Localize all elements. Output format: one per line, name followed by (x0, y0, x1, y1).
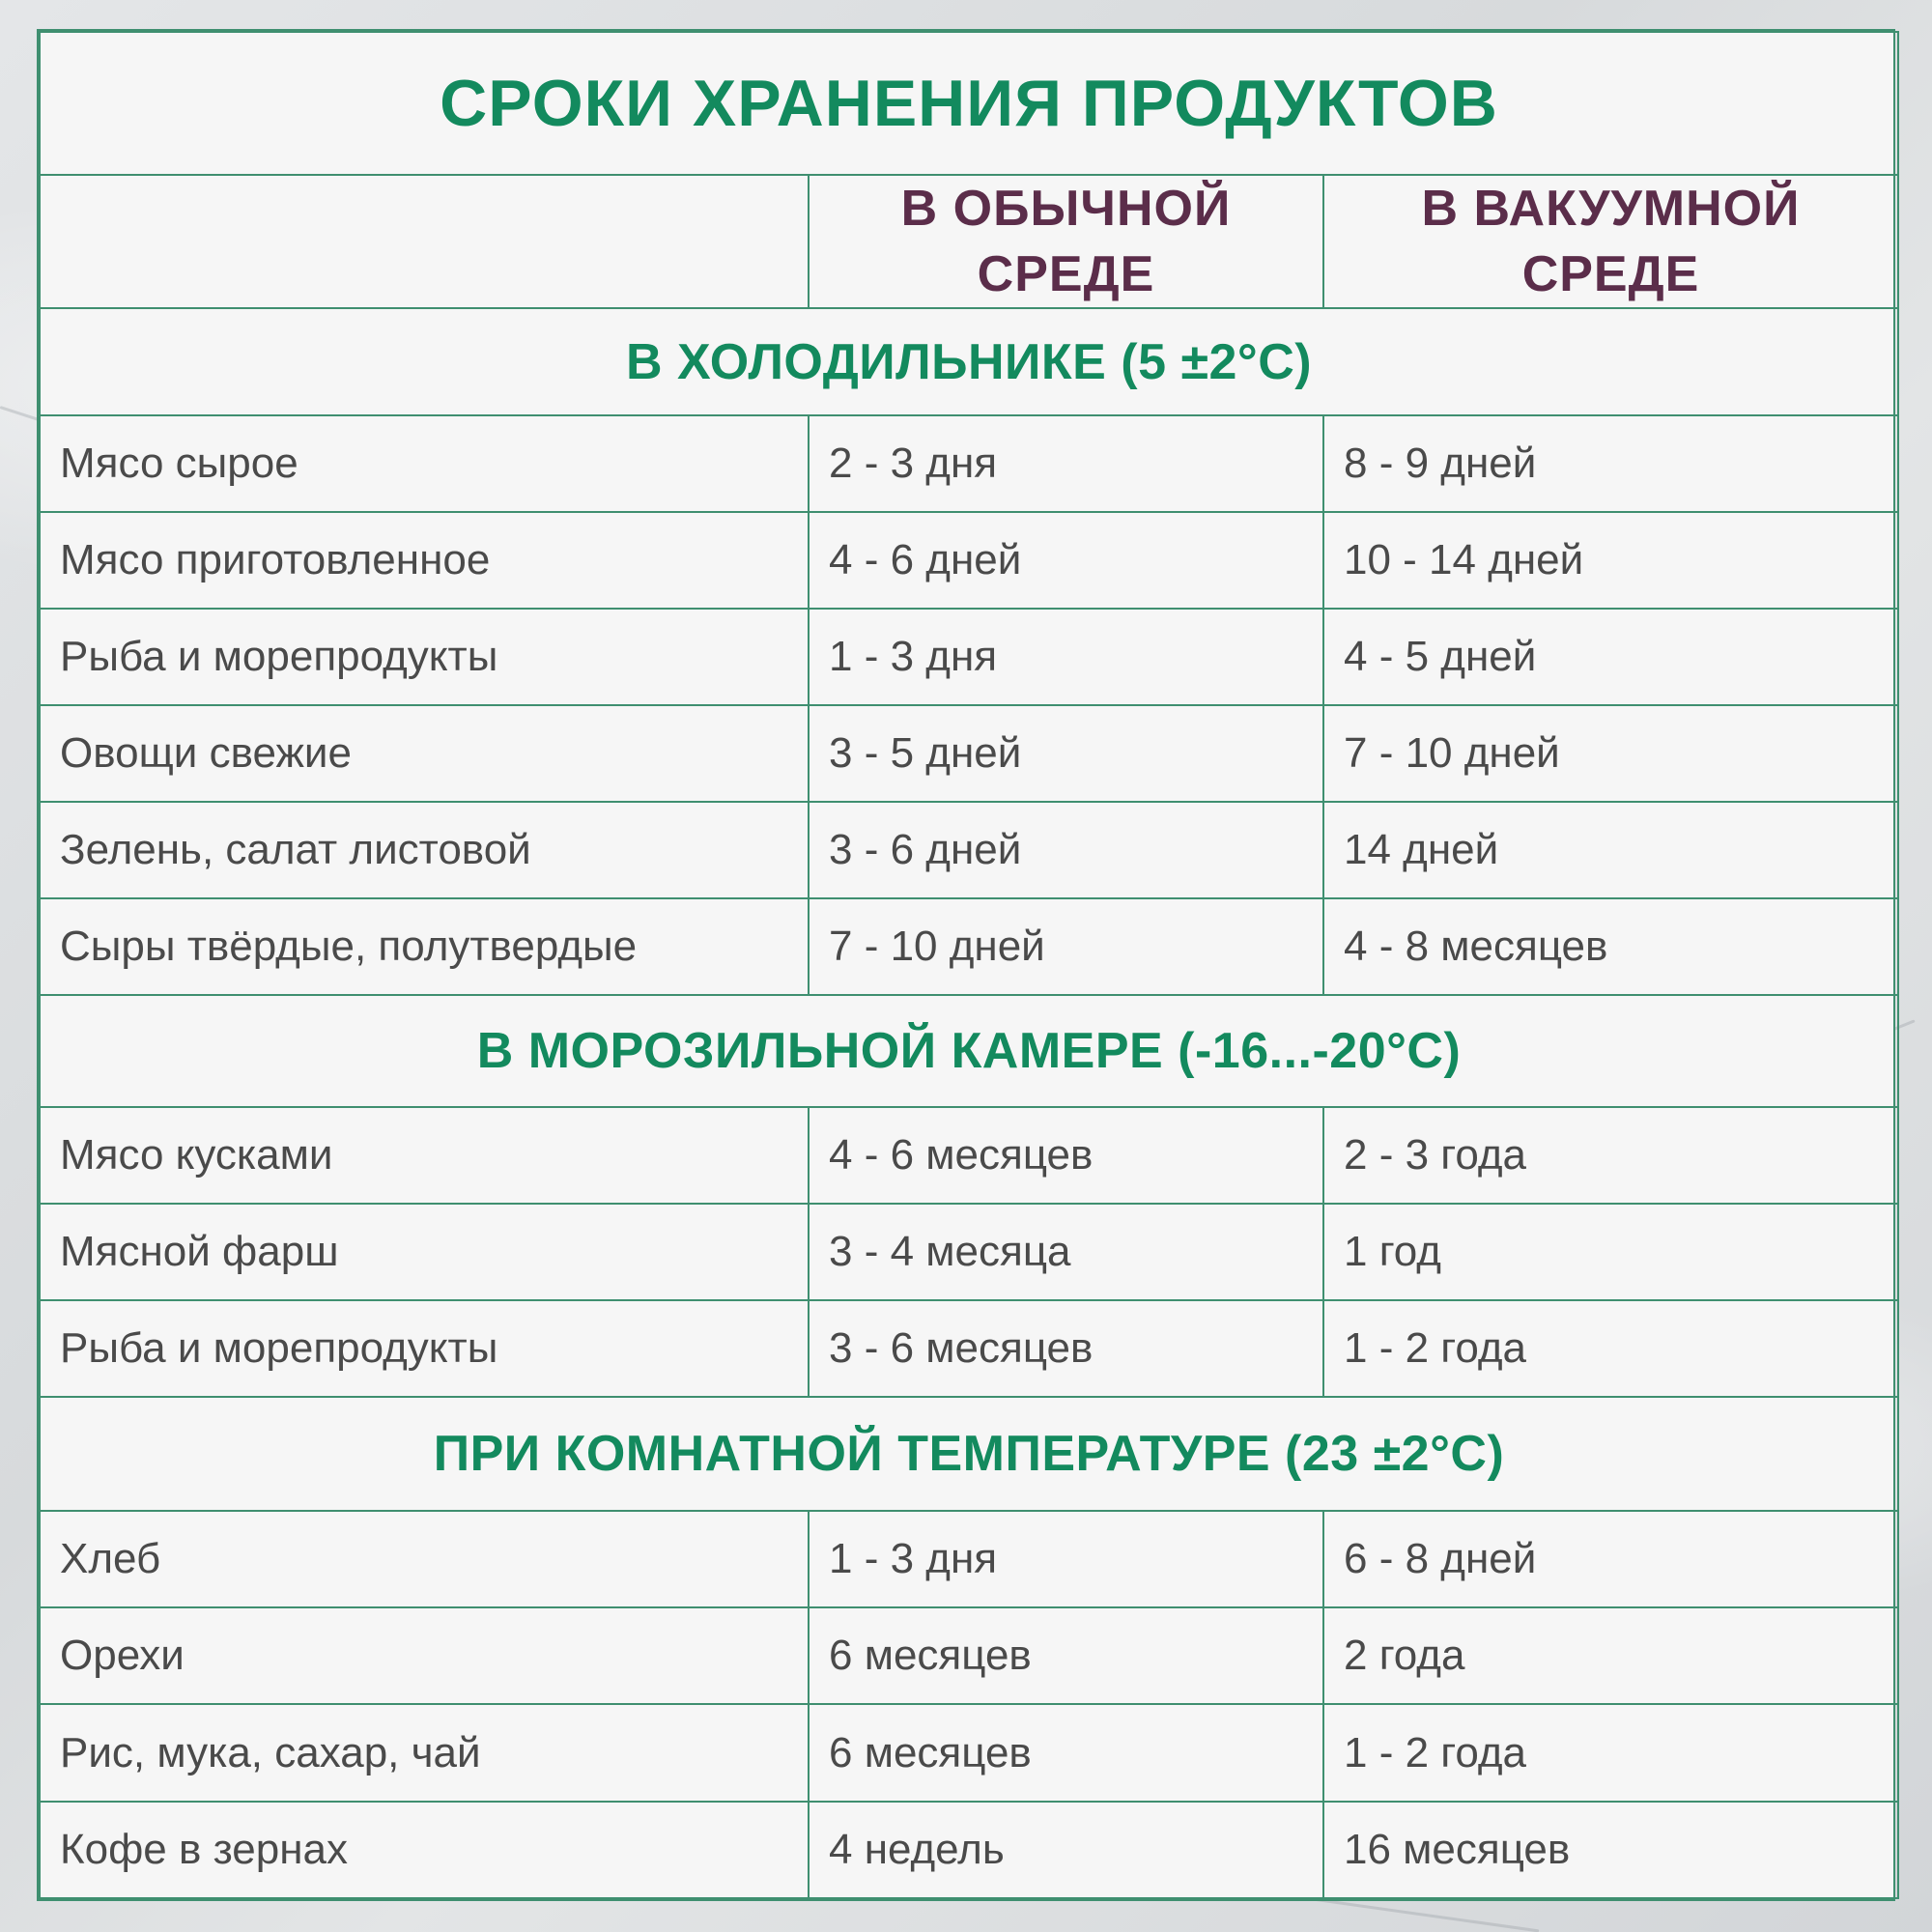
column-header-vacuum (1323, 175, 1898, 308)
section-header-room-temperature (40, 1397, 1898, 1511)
vacuum-term-cell: 1 - 2 года (1323, 1300, 1898, 1397)
storage-table (39, 31, 1899, 1899)
normal-term-cell: 1 - 3 дня (809, 609, 1323, 705)
product-cell: Мясо сырое (40, 415, 809, 512)
normal-term-cell: 3 - 6 дней (809, 802, 1323, 898)
column-header-normal-line2: СРЕДЕ (977, 246, 1155, 303)
section-title: В МОРОЗИЛЬНОЙ КАМЕРЕ (-16...-20°C) (40, 995, 1898, 1106)
product-cell: Зелень, салат листовой (40, 802, 809, 898)
column-header-row (40, 175, 1898, 308)
product-cell: Мясной фарш (40, 1204, 809, 1300)
vacuum-term-cell: 2 - 3 года (1323, 1107, 1898, 1204)
product-cell: Рыба и морепродукты (40, 1300, 809, 1397)
column-header-vacuum-line1: В ВАКУУМНОЙ (1421, 181, 1801, 238)
page-title: СРОКИ ХРАНЕНИЯ ПРОДУКТОВ (40, 32, 1898, 175)
table-row (40, 1704, 1898, 1801)
column-header-product (40, 175, 809, 308)
table-row (40, 802, 1898, 898)
column-header-normal (809, 175, 1323, 308)
normal-term-cell: 3 - 5 дней (809, 705, 1323, 802)
product-cell: Кофе в зернах (40, 1802, 809, 1898)
section-header-fridge (40, 308, 1898, 414)
product-cell: Сыры твёрдые, полутвердые (40, 898, 809, 995)
storage-table-card (37, 29, 1895, 1901)
table-row (40, 705, 1898, 802)
table-row (40, 1802, 1898, 1898)
table-row (40, 898, 1898, 995)
table-row (40, 1204, 1898, 1300)
product-cell: Мясо кусками (40, 1107, 809, 1204)
normal-term-cell: 6 месяцев (809, 1607, 1323, 1704)
table-row (40, 415, 1898, 512)
product-cell: Орехи (40, 1607, 809, 1704)
table-row (40, 609, 1898, 705)
normal-term-cell: 4 - 6 дней (809, 512, 1323, 609)
vacuum-term-cell: 2 года (1323, 1607, 1898, 1704)
section-title: В ХОЛОДИЛЬНИКЕ (5 ±2°C) (40, 308, 1898, 414)
normal-term-cell: 1 - 3 дня (809, 1511, 1323, 1607)
vacuum-term-cell: 7 - 10 дней (1323, 705, 1898, 802)
normal-term-cell: 4 недель (809, 1802, 1323, 1898)
normal-term-cell: 3 - 6 месяцев (809, 1300, 1323, 1397)
normal-term-cell: 4 - 6 месяцев (809, 1107, 1323, 1204)
vacuum-term-cell: 4 - 8 месяцев (1323, 898, 1898, 995)
table-row (40, 1511, 1898, 1607)
vacuum-term-cell: 10 - 14 дней (1323, 512, 1898, 609)
vacuum-term-cell: 16 месяцев (1323, 1802, 1898, 1898)
normal-term-cell: 7 - 10 дней (809, 898, 1323, 995)
column-header-vacuum-line2: СРЕДЕ (1521, 246, 1700, 303)
table-row (40, 1607, 1898, 1704)
table-title-row (40, 32, 1898, 175)
vacuum-term-cell: 6 - 8 дней (1323, 1511, 1898, 1607)
normal-term-cell: 6 месяцев (809, 1704, 1323, 1801)
normal-term-cell: 3 - 4 месяца (809, 1204, 1323, 1300)
table-row (40, 1107, 1898, 1204)
vacuum-term-cell: 4 - 5 дней (1323, 609, 1898, 705)
vacuum-term-cell: 1 - 2 года (1323, 1704, 1898, 1801)
product-cell: Рыба и морепродукты (40, 609, 809, 705)
table-row (40, 512, 1898, 609)
section-header-freezer (40, 995, 1898, 1106)
product-cell: Овощи свежие (40, 705, 809, 802)
table-row (40, 1300, 1898, 1397)
product-cell: Мясо приготовленное (40, 512, 809, 609)
normal-term-cell: 2 - 3 дня (809, 415, 1323, 512)
vacuum-term-cell: 14 дней (1323, 802, 1898, 898)
column-header-normal-line1: В ОБЫЧНОЙ (900, 181, 1232, 238)
product-cell: Рис, мука, сахар, чай (40, 1704, 809, 1801)
vacuum-term-cell: 8 - 9 дней (1323, 415, 1898, 512)
section-title: ПРИ КОМНАТНОЙ ТЕМПЕРАТУРЕ (23 ±2°C) (40, 1397, 1898, 1511)
product-cell: Хлеб (40, 1511, 809, 1607)
vacuum-term-cell: 1 год (1323, 1204, 1898, 1300)
